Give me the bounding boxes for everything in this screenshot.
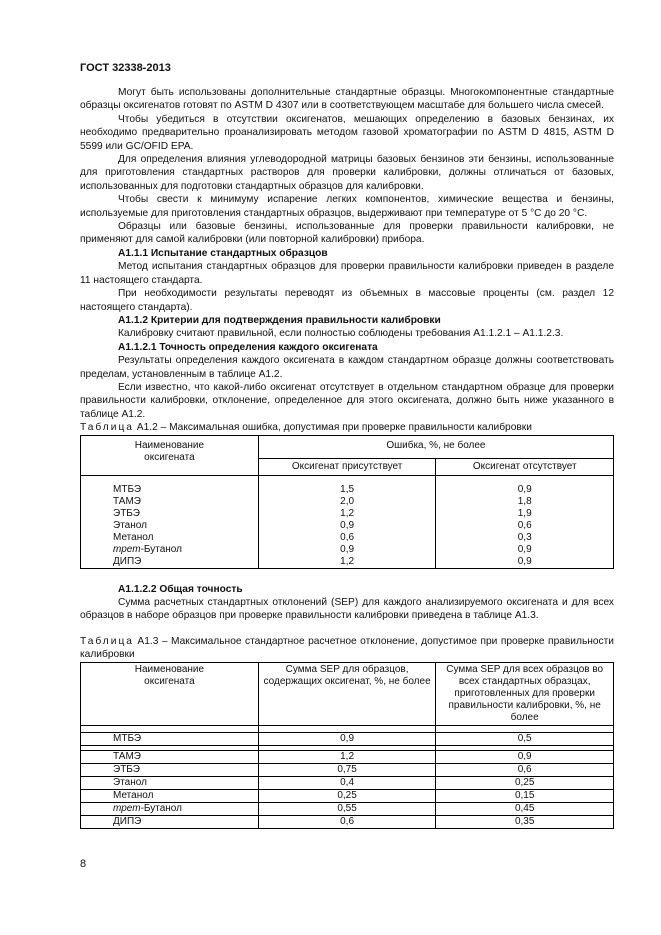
column-header-name: Наименование оксигената	[81, 435, 259, 475]
page-body	[80, 86, 614, 829]
table-row: Метанол 0,25 0,15	[81, 789, 614, 802]
paragraph: Могут быть использованы дополнительные стандартные образцы. Многокомпонентные стандартные образцы оксигенатов готовят по ASTM D 4307 или в соответствующем масштабе для большего числа смесей.	[80, 87, 614, 112]
caption-text: А1.2 – Максимальная ошибка, допустимая при проверке правильности калибровки	[133, 422, 532, 434]
table-row: трет-Бутанол 0,55 0,45	[81, 802, 614, 815]
table-row: МТБЭ 0,9 0,5	[81, 732, 614, 745]
paragraph: Результаты определения каждого оксигената в каждом стандартном образце должны соответствовать пределам, установленным в таблице А1.2.	[80, 355, 614, 380]
table-caption	[80, 421, 614, 434]
paragraph: Сумма расчетных стандартных отклонений (SEP) для каждого анализируемого оксигената и для всех образцов в наборе образцов при проверке правильности калибровки приведена в таблице А1.3.	[80, 596, 614, 622]
section-heading: А1.1.2 Критерии для подтверждения правильности калибровки	[118, 314, 441, 326]
table-row: Этанол 0,4 0,25	[81, 776, 614, 789]
table-row: ТАМЭ 2,0 1,8	[81, 496, 614, 508]
section-heading: А1.1.1 Испытание стандартных образцов	[118, 247, 328, 259]
table-row: ТАМЭ 1,2 0,9	[81, 750, 614, 763]
paragraph: Чтобы убедиться в отсутствии оксигенатов, мешающих определению в базовых бензинах, их необходимо предварительно проанализировать методом газовой хроматографии по ASTM D 4815, ASTM D 5599 или GC/OFID EPA.	[80, 113, 614, 152]
column-header-group: Ошибка, %, не более	[258, 435, 613, 458]
paragraph: Метод испытания стандартных образцов для проверки правильности калибровки приведен в разделе 11 настоящего стандарта.	[80, 261, 614, 286]
column-header-sep-present: Сумма SEP для образцов, содержащих оксигенат, %, не более	[258, 662, 436, 725]
caption-word: Таблица	[80, 635, 134, 647]
paragraph: Образцы или базовые бензины, использованные для проверки правильности калибровки, не применяют для самой калибровки (или повторной калибровки) прибора.	[80, 221, 614, 246]
table-row: Метанол 0,6 0,3	[81, 532, 614, 544]
table-row: ДИПЭ 0,6 0,35	[81, 815, 614, 828]
paragraph: Чтобы свести к минимуму испарение легких компонентов, химические вещества и бензины, используемые для приготовления стандартных образцов, выдерживают при температуре от 5 °C до 20 °C.	[80, 194, 614, 219]
table-row: ДИПЭ 1,2 0,9	[81, 556, 614, 569]
paragraph: Для определения влияния углеводородной матрицы базовых бензинов эти бензины, использованные для приготовления стандартных растворов для проверки калибровки, должны отличаться от базовых, использованных для подготовки стандартных образцов для калибровки.	[80, 154, 614, 192]
document-header: ГОСТ 32338-2013	[80, 62, 171, 74]
caption-word: Таблица	[80, 422, 134, 434]
table-row: МТБЭ 1,5 0,9	[81, 484, 614, 496]
table-row: ЭТБЭ 1,2 1,9	[81, 508, 614, 520]
table-row: Этанол 0,9 0,6	[81, 520, 614, 532]
table-row: трет-Бутанол 0,9 0,9	[81, 544, 614, 556]
column-header-absent: Оксигенат отсутствует	[436, 458, 614, 475]
table-max-error	[80, 435, 614, 569]
table-row: ЭТБЭ 0,75 0,6	[81, 763, 614, 776]
section-heading: А1.1.2.1 Точность определения каждого оксигената	[118, 341, 378, 353]
column-header-sep-all: Сумма SEP для всех образцов во всех стандартных образцах, приготовленных для проверки правильности калибровки, %, не более	[436, 662, 614, 725]
table-max-sep	[80, 662, 614, 829]
page-number: 8	[80, 858, 87, 870]
paragraph: При необходимости результаты переводят из объемных в массовые проценты (см. раздел 12 настоящего стандарта).	[80, 288, 614, 313]
paragraph: Если известно, что какой-либо оксигенат отсутствует в отдельном стандартном образце для проверки правильности калибровки, отклонение, определенное для этого оксигената, должно быть ниже указанного в таблице А1.2.	[80, 381, 614, 420]
column-header-name: Наименование оксигената	[81, 662, 259, 725]
table-caption	[80, 635, 614, 662]
column-header-present: Оксигенат присутствует	[258, 458, 436, 475]
paragraph: Калибровку считают правильной, если полностью соблюдены требования А1.1.2.1 – А1.1.2.3.	[118, 328, 564, 340]
section-heading: А1.1.2.2 Общая точность	[118, 583, 243, 595]
caption-text: А1.3 – Максимальное стандартное расчетное отклонение, допустимое при проверке правильности калибровки	[80, 635, 614, 661]
